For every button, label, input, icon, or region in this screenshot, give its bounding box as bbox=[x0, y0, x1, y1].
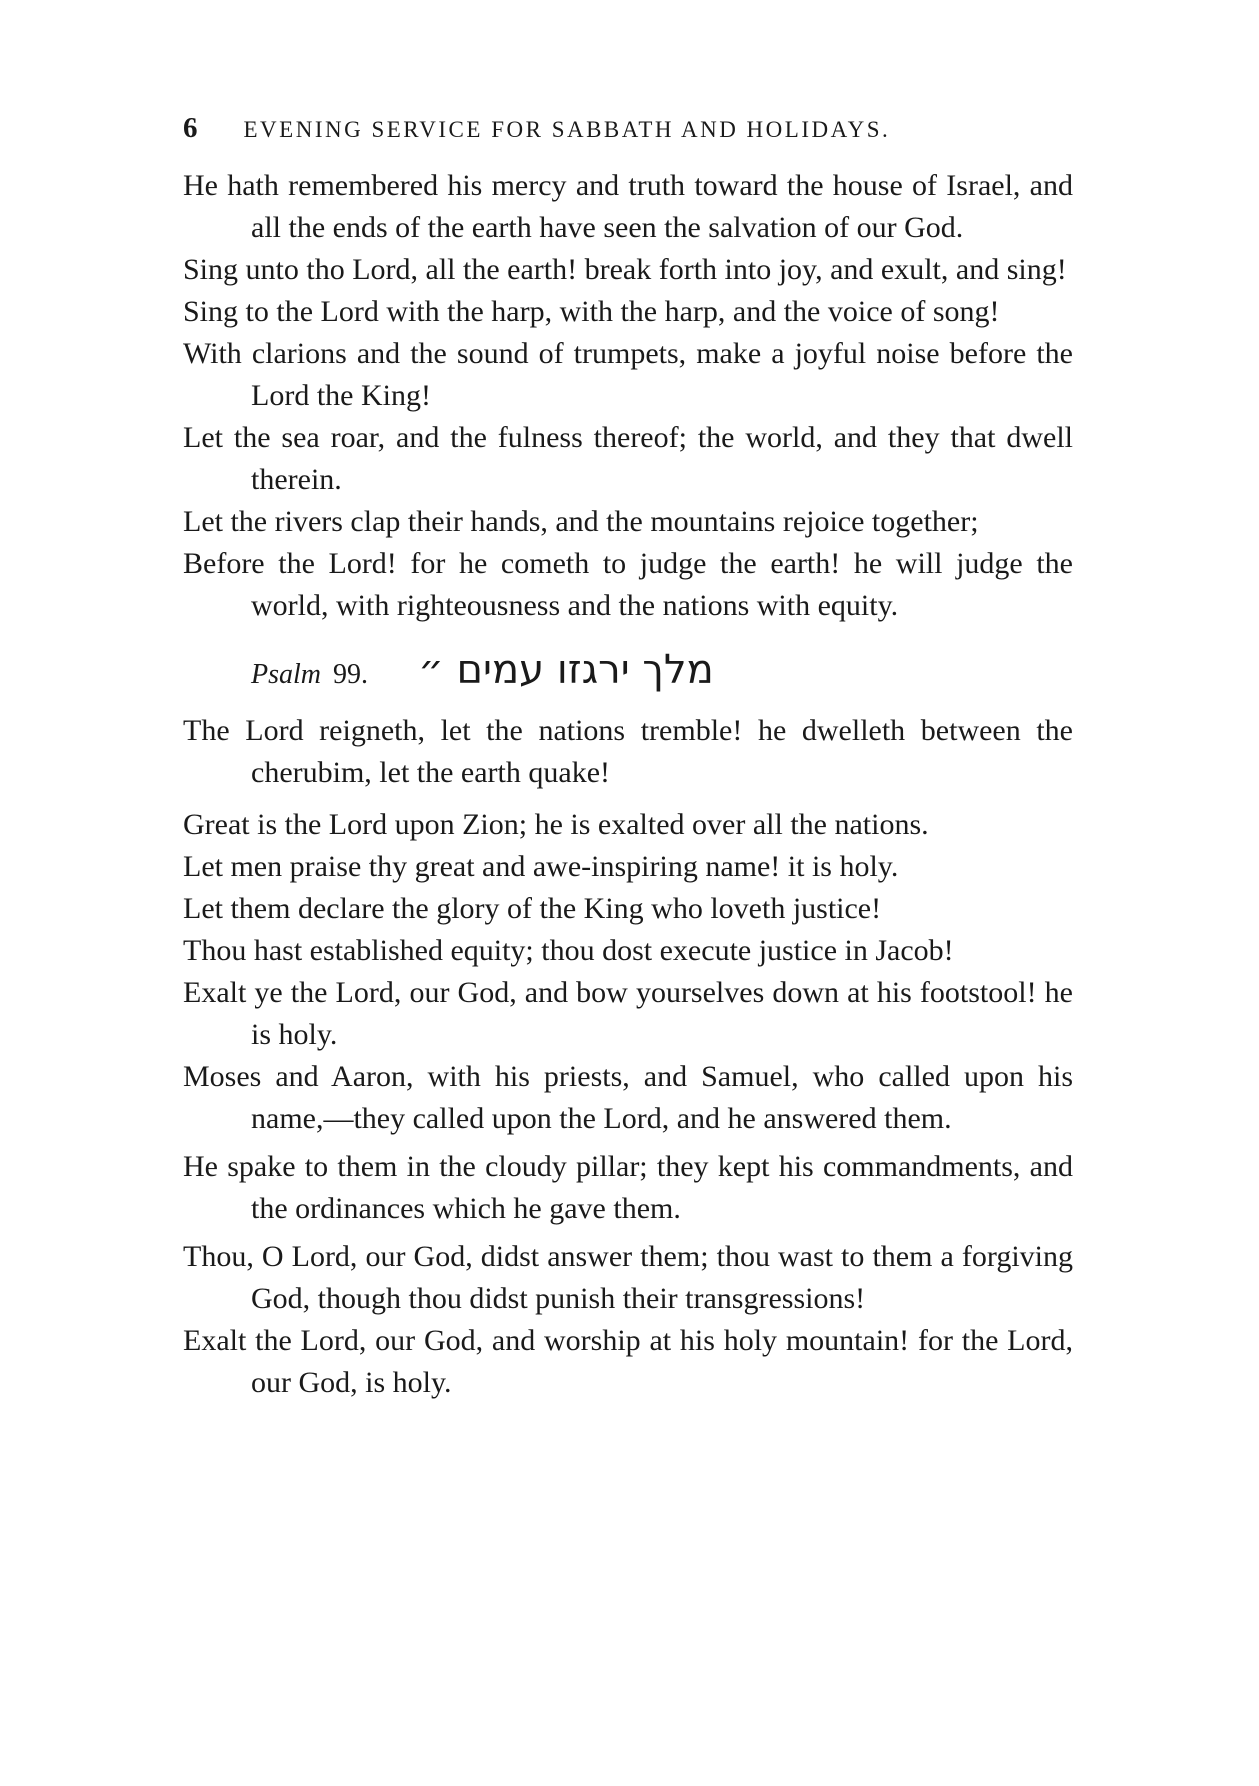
verse: Exalt ye the Lord, our God, and bow yourselves down at his footstool! he is holy. bbox=[183, 976, 1073, 1051]
psalm-label: Psalm bbox=[251, 659, 321, 690]
verse: Let them declare the glory of the King who loveth justice! bbox=[183, 892, 882, 925]
psalm-hebrew-incipit: מלך ירגזו עמים ״ bbox=[418, 647, 714, 693]
psalm-number: 99. bbox=[333, 659, 368, 690]
verse: Thou, O Lord, our God, didst answer them; thou wast to them a forgiving God, though thou didst punish their transgressions! bbox=[183, 1240, 1073, 1315]
verse: The Lord reigneth, let the nations tremble! he dwelleth between the cherubim, let the earth quake! bbox=[183, 714, 1073, 789]
verse: Let the sea roar, and the fulness thereof; the world, and they that dwell therein. bbox=[183, 421, 1073, 496]
verse: Great is the Lord upon Zion; he is exalted over all the nations. bbox=[183, 808, 929, 841]
running-title: EVENING SERVICE FOR SABBATH AND HOLIDAYS. bbox=[243, 117, 891, 142]
verse: Sing to the Lord with the harp, with the harp, and the voice of song! bbox=[183, 295, 1000, 328]
verse: Let men praise thy great and awe-inspiring name! it is holy. bbox=[183, 850, 899, 883]
verse: Exalt the Lord, our God, and worship at his holy mountain! for the Lord, our God, is holy. bbox=[183, 1324, 1073, 1399]
verse: Before the Lord! for he cometh to judge the earth! he will judge the world, with righteousness and the nations with equity. bbox=[183, 547, 1073, 622]
page-body bbox=[183, 165, 1073, 1404]
running-header bbox=[183, 112, 890, 145]
verse: Sing unto tho Lord, all the earth! break forth into joy, and exult, and sing! bbox=[183, 253, 1067, 286]
page-number: 6 bbox=[183, 112, 198, 144]
psalm-heading bbox=[183, 649, 1073, 696]
verse: Thou hast established equity; thou dost execute justice in Jacob! bbox=[183, 934, 954, 967]
verse: He hath remembered his mercy and truth toward the house of Israel, and all the ends of the earth have seen the salvation of our God. bbox=[183, 169, 1073, 244]
verse: He spake to them in the cloudy pillar; they kept his commandments, and the ordinances which he gave them. bbox=[183, 1150, 1073, 1225]
verse: Let the rivers clap their hands, and the mountains rejoice together; bbox=[183, 505, 979, 538]
verse: With clarions and the sound of trumpets, make a joyful noise before the Lord the King! bbox=[183, 337, 1073, 412]
verse: Moses and Aaron, with his priests, and Samuel, who called upon his name,—they called upon the Lord, and he answered them. bbox=[183, 1060, 1073, 1135]
